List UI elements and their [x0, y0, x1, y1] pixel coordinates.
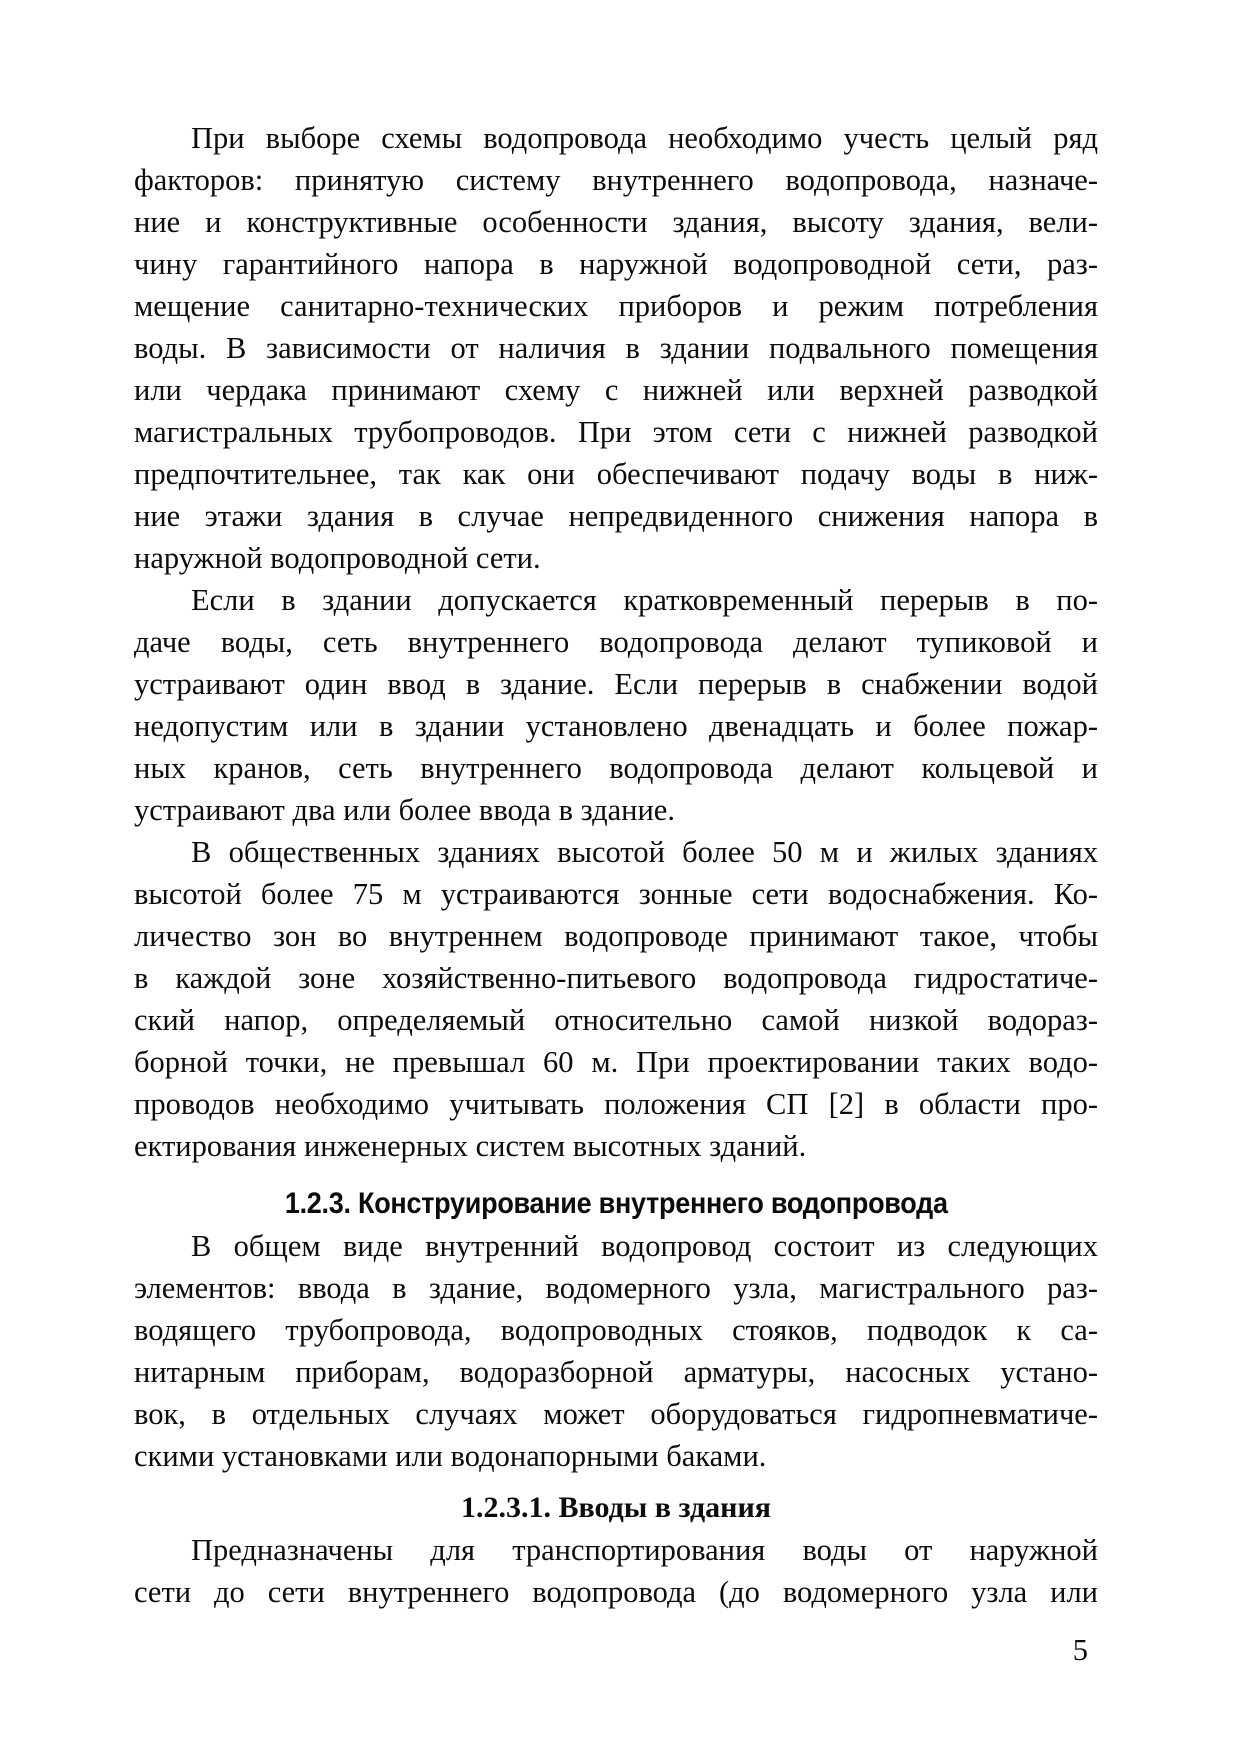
text-line: нитарным приборам, водоразборной арматуры, насосных устано- [134, 1355, 1098, 1389]
page-number: 5 [1072, 1633, 1088, 1667]
section-heading [134, 1183, 1098, 1225]
page-body [134, 117, 1098, 1613]
text-line: сети до сети внутреннего водопровода (до водомерного узла или [134, 1575, 1098, 1609]
paragraph [134, 831, 1098, 1167]
text-line: магистральных трубопроводов. При этом сети с нижней разводкой [134, 415, 1098, 449]
text-line: вок, в отдельных случаях может оборудоваться гидропневматиче- [134, 1397, 1098, 1431]
text-line: устраивают два или более ввода в здание. [134, 793, 675, 827]
text-line: Если в здании допускается кратковременный перерыв в по- [191, 583, 1098, 617]
paragraph [134, 1225, 1098, 1477]
text-line: личество зон во внутреннем водопроводе принимают такое, чтобы [134, 919, 1098, 953]
text-block [134, 0, 1098, 1671]
text-line: факторов: принятую систему внутреннего водопровода, назначе- [134, 163, 1098, 197]
text-line: ние этажи здания в случае непредвиденного снижения напора в [134, 499, 1098, 533]
text-line: мещение санитарно-технических приборов и режим потребления [134, 289, 1098, 323]
text-line: или чердака принимают схему с нижней или верхней разводкой [134, 373, 1098, 407]
text-line: предпочтительнее, так как они обеспечивают подачу воды в ниж- [134, 457, 1098, 491]
text-line: ных кранов, сеть внутреннего водопровода делают кольцевой и [134, 751, 1098, 785]
text-line: ние и конструктивные особенности здания, высоту здания, вели- [134, 205, 1098, 239]
text-line: борной точки, не превышал 60 м. При проектировании таких водо- [134, 1045, 1098, 1079]
text-line: устраивают один ввод в здание. Если перерыв в снабжении водой [134, 667, 1098, 701]
text-line: даче воды, сеть внутреннего водопровода делают тупиковой и [134, 625, 1098, 659]
text-line: в каждой зоне хозяйственно-питьевого водопровода гидростатиче- [134, 961, 1098, 995]
section-heading-text: 1.2.3. Конструирование внутреннего водопровода [284, 1187, 948, 1220]
text-line: наружной водопроводной сети. [134, 541, 541, 575]
text-line: водящего трубопровода, водопроводных стояков, подводок к са- [134, 1313, 1098, 1347]
text-line: недопустим или в здании установлено двенадцать и более пожар- [134, 709, 1098, 743]
paragraph [134, 579, 1098, 831]
text-line: Предназначены для транспортирования воды от наружной [191, 1533, 1098, 1567]
text-line: элементов: ввода в здание, водомерного узла, магистрального раз- [134, 1271, 1098, 1305]
text-line: чину гарантийного напора в наружной водопроводной сети, раз- [134, 247, 1098, 281]
text-line: высотой более 75 м устраиваются зонные сети водоснабжения. Ко- [134, 877, 1098, 911]
text-line: скими установками или водонапорными баками. [134, 1439, 767, 1473]
text-line: В общем виде внутренний водопровод состоит из следующих [191, 1229, 1098, 1263]
section-heading [134, 1487, 1098, 1529]
section-heading-text: 1.2.3.1. Вводы в здания [461, 1491, 771, 1524]
text-line: воды. В зависимости от наличия в здании подвального помещения [134, 331, 1098, 365]
text-line: ектирования инженерных систем высотных зданий. [134, 1129, 807, 1163]
text-line: проводов необходимо учитывать положения СП [2] в области про- [134, 1087, 1098, 1121]
text-line: ский напор, определяемый относительно самой низкой водораз- [134, 1003, 1098, 1037]
paragraph [134, 117, 1098, 579]
paragraph [134, 1529, 1098, 1613]
text-line: При выборе схемы водопровода необходимо учесть целый ряд [191, 121, 1098, 155]
text-line: В общественных зданиях высотой более 50 м и жилых зданиях [191, 835, 1098, 869]
